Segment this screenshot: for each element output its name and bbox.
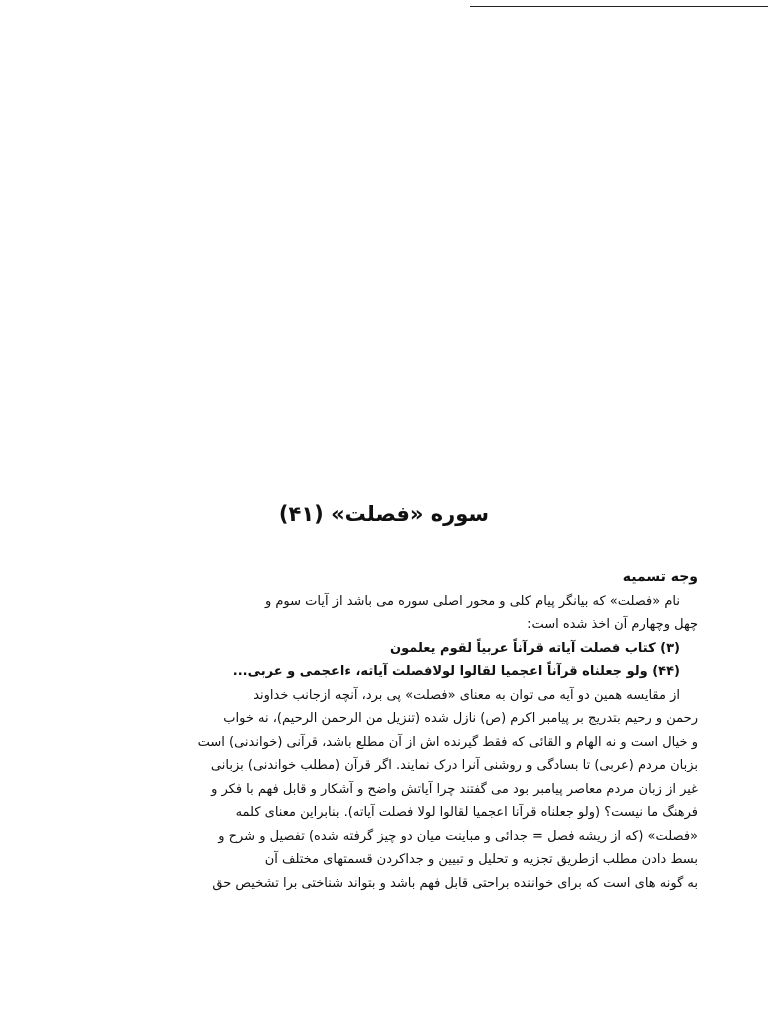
paragraph-line: به گونه های است که برای خواننده براحتی قابل فهم باشد و بتواند شناختی برا تشخیص حق xyxy=(212,875,698,891)
paragraph-line: چهل وچهارم آن اخذ شده است: xyxy=(527,617,698,632)
paragraph-line: از مقایسه همین دو آیه می توان به معنای «فصلت» پی برد، آنچه ازجانب خداوند xyxy=(253,687,680,703)
paragraph-line: رحمن و رحیم بتدریج بر پیامبر اکرم (ص) نازل شده (تنزیل من الرحمن الرحیم)، نه خواب xyxy=(223,711,698,726)
paragraph-line: غیر از زبان مردم معاصر پیامبر بود می گفتند چرا آیاتش واضح و آشکار و قابل فهم با فکر و xyxy=(211,781,698,797)
chapter-title: سوره «فصلت» (۴۱) xyxy=(278,502,490,526)
top-rule-divider xyxy=(470,6,768,7)
section-heading: وجه تسمیه xyxy=(622,569,698,585)
verse-line: (۴۴) ولو جعلناه قرآناً اعجمیا لقالوا لولافصلت آیاته، ءاعجمی و عربی... xyxy=(232,664,680,679)
paragraph-line: و خیال است و نه الهام و القائی که فقط گیرنده اش از آن مطلع باشد، قرآنی (خواندنی) است xyxy=(197,734,698,750)
paragraph-line: فرهنگ ما نیست؟ (ولو جعلناه قرآنا اعجمیا لقالوا لولا فصلت آیاته). بنابراین معنای کلمه xyxy=(235,805,698,820)
paragraph-line: «فصلت» (که از ریشه فصل = جدائی و مباینت میان دو چیز گرفته شده) تفصیل و شرح و xyxy=(218,828,698,844)
paragraph-line: بسط دادن مطلب ازطریق تجزیه و تحلیل و تبیین و جداکردن قسمتهای مختلف آن xyxy=(264,852,698,867)
verse-line: (۳) کتاب فصلت آیاته قرآناً عربیاً لقوم یعلمون xyxy=(390,640,680,656)
body-text xyxy=(98,566,698,895)
paragraph-line: بزبان مردم (عربی) تا بسادگی و روشنی آنرا درک نمایند. اگر قرآن (مطلب خواندنی) بزبانی xyxy=(210,758,698,773)
paragraph-line: نام «فصلت» که بیانگر پیام کلی و محور اصلی سوره می باشد از آیات سوم و xyxy=(264,593,680,609)
